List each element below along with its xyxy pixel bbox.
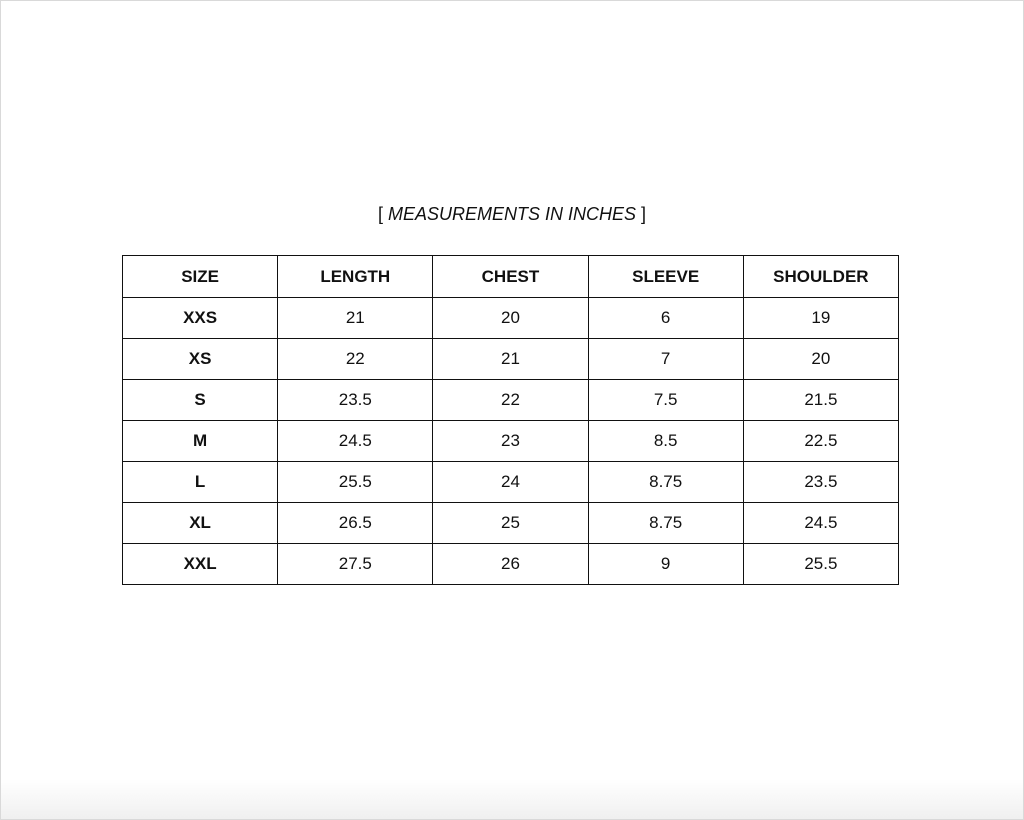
sleeve-cell: 8.75 [588,503,743,544]
sleeve-cell: 6 [588,298,743,339]
title-close-bracket: ] [636,204,647,224]
header-shoulder: SHOULDER [743,256,898,298]
size-cell: XS [123,339,278,380]
header-chest: CHEST [433,256,588,298]
table-row [123,421,899,462]
shoulder-cell: 24.5 [743,503,898,544]
length-cell: 22 [278,339,433,380]
table-row [123,298,899,339]
length-cell: 25.5 [278,462,433,503]
length-cell: 27.5 [278,544,433,585]
length-cell: 23.5 [278,380,433,421]
size-cell: XXL [123,544,278,585]
title-open-bracket: [ [377,204,388,224]
shoulder-cell: 23.5 [743,462,898,503]
shoulder-cell: 22.5 [743,421,898,462]
table-row [123,503,899,544]
shoulder-cell: 21.5 [743,380,898,421]
sleeve-cell: 7.5 [588,380,743,421]
title-text: MEASUREMENTS IN INCHES [387,204,637,224]
page-bottom-shadow [1,779,1023,819]
sleeve-cell: 9 [588,544,743,585]
table-row [123,339,899,380]
length-cell: 26.5 [278,503,433,544]
table-row [123,462,899,503]
size-cell: L [123,462,278,503]
shoulder-cell: 19 [743,298,898,339]
length-cell: 24.5 [278,421,433,462]
header-size: SIZE [123,256,278,298]
chest-cell: 20 [433,298,588,339]
table-title [1,203,1023,225]
size-chart-table [122,255,899,585]
table-header-row [123,256,899,298]
sleeve-cell: 7 [588,339,743,380]
header-sleeve: SLEEVE [588,256,743,298]
size-cell: XL [123,503,278,544]
table-row [123,544,899,585]
shoulder-cell: 25.5 [743,544,898,585]
size-cell: S [123,380,278,421]
chest-cell: 21 [433,339,588,380]
length-cell: 21 [278,298,433,339]
chest-cell: 24 [433,462,588,503]
header-length: LENGTH [278,256,433,298]
shoulder-cell: 20 [743,339,898,380]
chest-cell: 25 [433,503,588,544]
chest-cell: 26 [433,544,588,585]
chest-cell: 23 [433,421,588,462]
sleeve-cell: 8.75 [588,462,743,503]
size-cell: XXS [123,298,278,339]
sleeve-cell: 8.5 [588,421,743,462]
table-row [123,380,899,421]
size-cell: M [123,421,278,462]
chest-cell: 22 [433,380,588,421]
